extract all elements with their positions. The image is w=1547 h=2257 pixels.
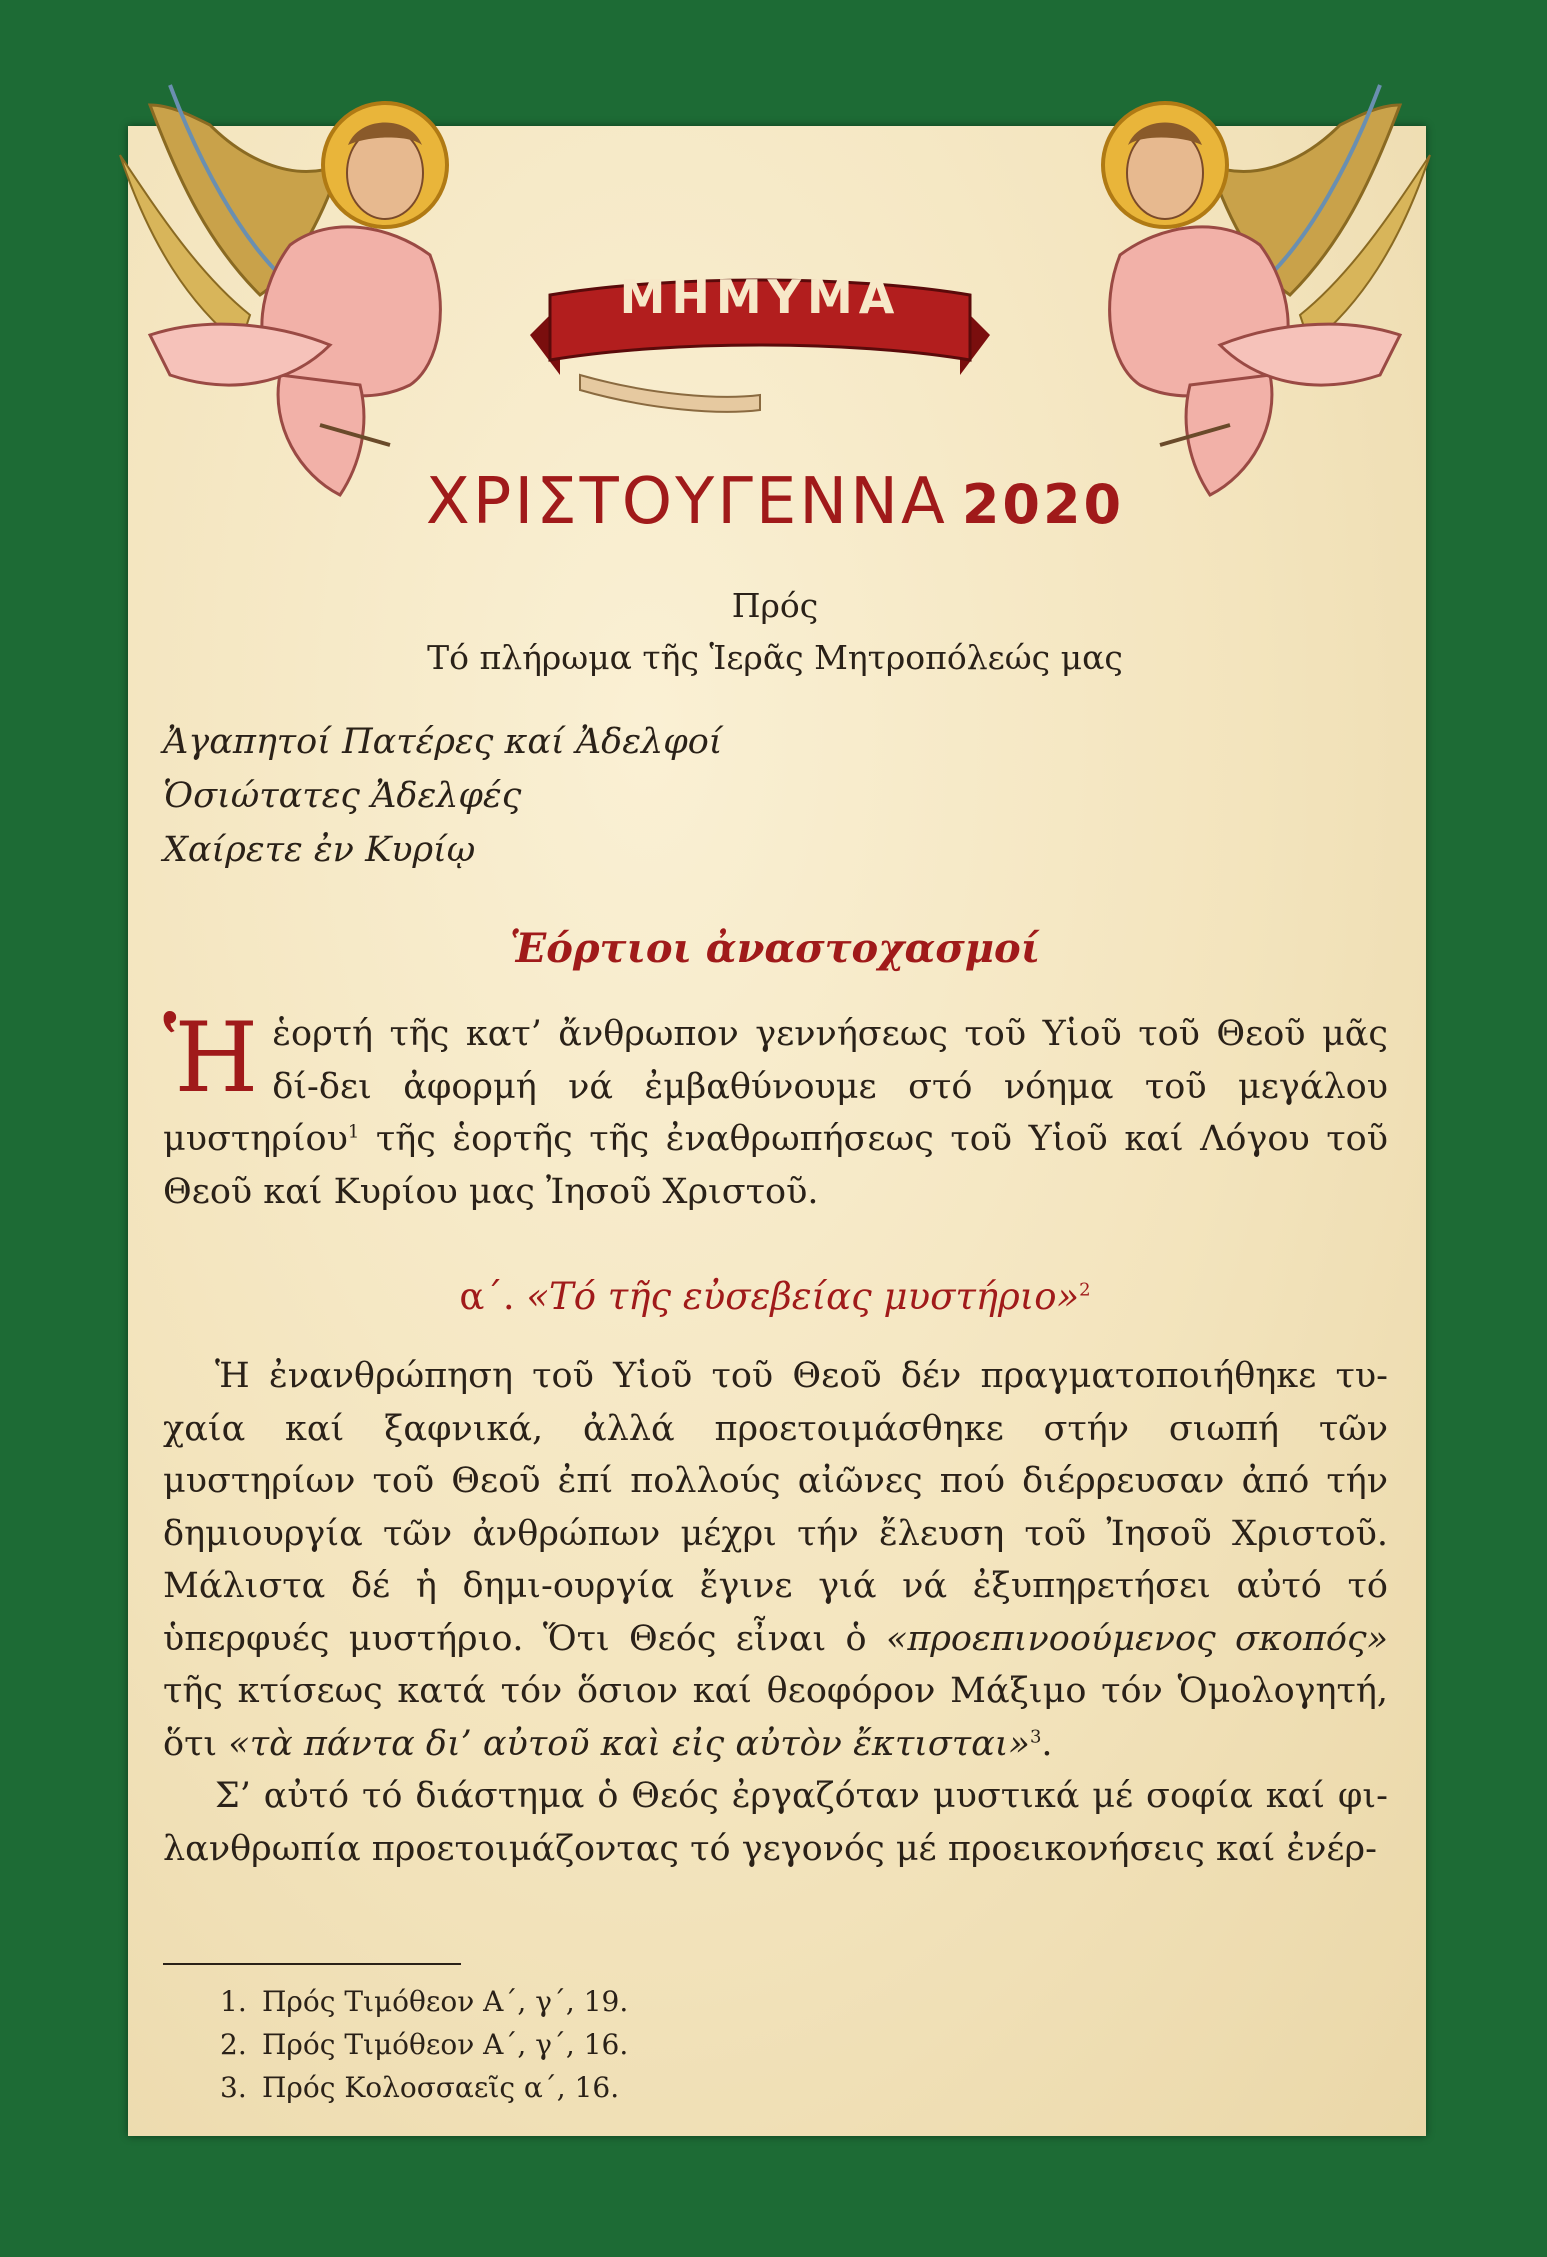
footnote-ref: 1 xyxy=(347,1121,360,1143)
banner-label: ΜΗΜΥΜΑ xyxy=(619,270,901,324)
paragraph-text: Ἡ ἐνανθρώπηση τοῦ Υἱοῦ τοῦ Θεοῦ δέν πραγματοποιήθηκε τυ-χαία καί ξαφνικά, ἀλλά προετοιμάσθηκε στήν σιωπή τῶν μυστηρίων τοῦ Θεοῦ ἐπί πολλούς αἰῶνες πού διέρρευσαν ἀπό τήν δημιουργία τῶν ἀνθρώπων μέχρι τήν ἔλευση τοῦ Ἰησοῦ Χριστοῦ. Μάλιστα δέ ἡ δημι-ουργία ἔγινε γιά νά ἐξυπηρετήσει αὐτό τό ὑπερφυές μυστήριο. Ὅτι Θεός εἶναι ὁ xyxy=(163,1356,1388,1659)
footnote-ref: 3 xyxy=(1029,1725,1042,1747)
page-title xyxy=(300,465,1250,539)
greeting-line: Χαίρετε ἐν Κυρίῳ xyxy=(163,830,476,870)
footnote-number: 1. xyxy=(220,1985,247,2018)
address-line-1: Πρός xyxy=(731,586,819,625)
section-title: Ἑόρτιοι ἀναστοχασμοί xyxy=(509,925,1041,972)
title-year: 2020 xyxy=(961,473,1125,536)
body-paragraphs xyxy=(163,1350,1388,1875)
address-line-2: Τό πλήρωμα τῆς Ἱερᾶς Μητροπόλεώς μας xyxy=(427,638,1123,677)
intro-text: ἑορτή τῆς κατ’ ἄνθρωπον γεννήσεως τοῦ Υἱοῦ τοῦ Θεοῦ μᾶς δί-δει ἀφορμή νά ἐμβαθύνουμε στό νόημα τοῦ μεγάλου μυστηρίου xyxy=(163,1014,1388,1159)
subheading-number: α΄. xyxy=(459,1275,515,1318)
footnote-text: Πρός Κολοσσαεῖς α΄, 16. xyxy=(262,2071,620,2104)
footnotes-list xyxy=(220,1980,1120,2109)
intro-paragraph xyxy=(163,1002,1388,1218)
paragraph-2 xyxy=(163,1350,1388,1770)
dropcap-letter: Ἡ xyxy=(163,1002,259,1114)
greeting-block xyxy=(163,715,863,877)
subheading xyxy=(300,1275,1250,1318)
footnote-text: Πρός Τιμόθεον Α΄, γ΄, 19. xyxy=(262,1985,629,2018)
footnote-ref: 2 xyxy=(1079,1279,1091,1301)
paragraph-text: . xyxy=(1041,1723,1053,1764)
footnote-item xyxy=(220,1980,1120,2023)
footnote-divider xyxy=(163,1963,461,1965)
title-text: ΧΡΙΣΤΟΥΓΕΝΝΑ xyxy=(425,465,948,539)
footnote-item xyxy=(220,2066,1120,2109)
greeting-line: Ἀγαπητοί Πατέρες καί Ἀδελφοί xyxy=(163,722,723,762)
subheading-text: «Τό τῆς εὐσεβείας μυστήριο» xyxy=(526,1275,1080,1318)
quote: «προεπινοούμενος σκοπός» xyxy=(885,1618,1388,1659)
paragraph-text: τῆς κτίσεως κατά τόν ὅσιον καί θεοφόρον Μάξιμο τόν Ὁμολογητή, ὅτι xyxy=(163,1671,1388,1764)
paragraph-3: Σ’ αὐτό τό διάστημα ὁ Θεός ἐργαζόταν μυστικά μέ σοφία καί φι-λανθρωπία προετοιμάζοντας τό γεγονός μέ προεικονήσεις καί ἐνέρ- xyxy=(163,1776,1388,1869)
address-block xyxy=(300,580,1250,684)
greeting-line: Ὁσιώτατες Ἀδελφές xyxy=(163,776,522,816)
footnote-text: Πρός Τιμόθεον Α΄, γ΄, 16. xyxy=(262,2028,629,2061)
footnote-number: 3. xyxy=(220,2071,247,2104)
intro-text-end: τῆς ἑορτῆς τῆς ἐναθρωπήσεως τοῦ Υἱοῦ καί Λόγου τοῦ Θεοῦ καί Κυρίου μας Ἰησοῦ Χριστοῦ. xyxy=(163,1119,1388,1212)
footnote-number: 2. xyxy=(220,2028,247,2061)
quote: «τὰ πάντα δι’ αὐτοῦ καὶ εἰς αὐτὸν ἔκτισται» xyxy=(228,1723,1030,1764)
footnote-item xyxy=(220,2023,1120,2066)
